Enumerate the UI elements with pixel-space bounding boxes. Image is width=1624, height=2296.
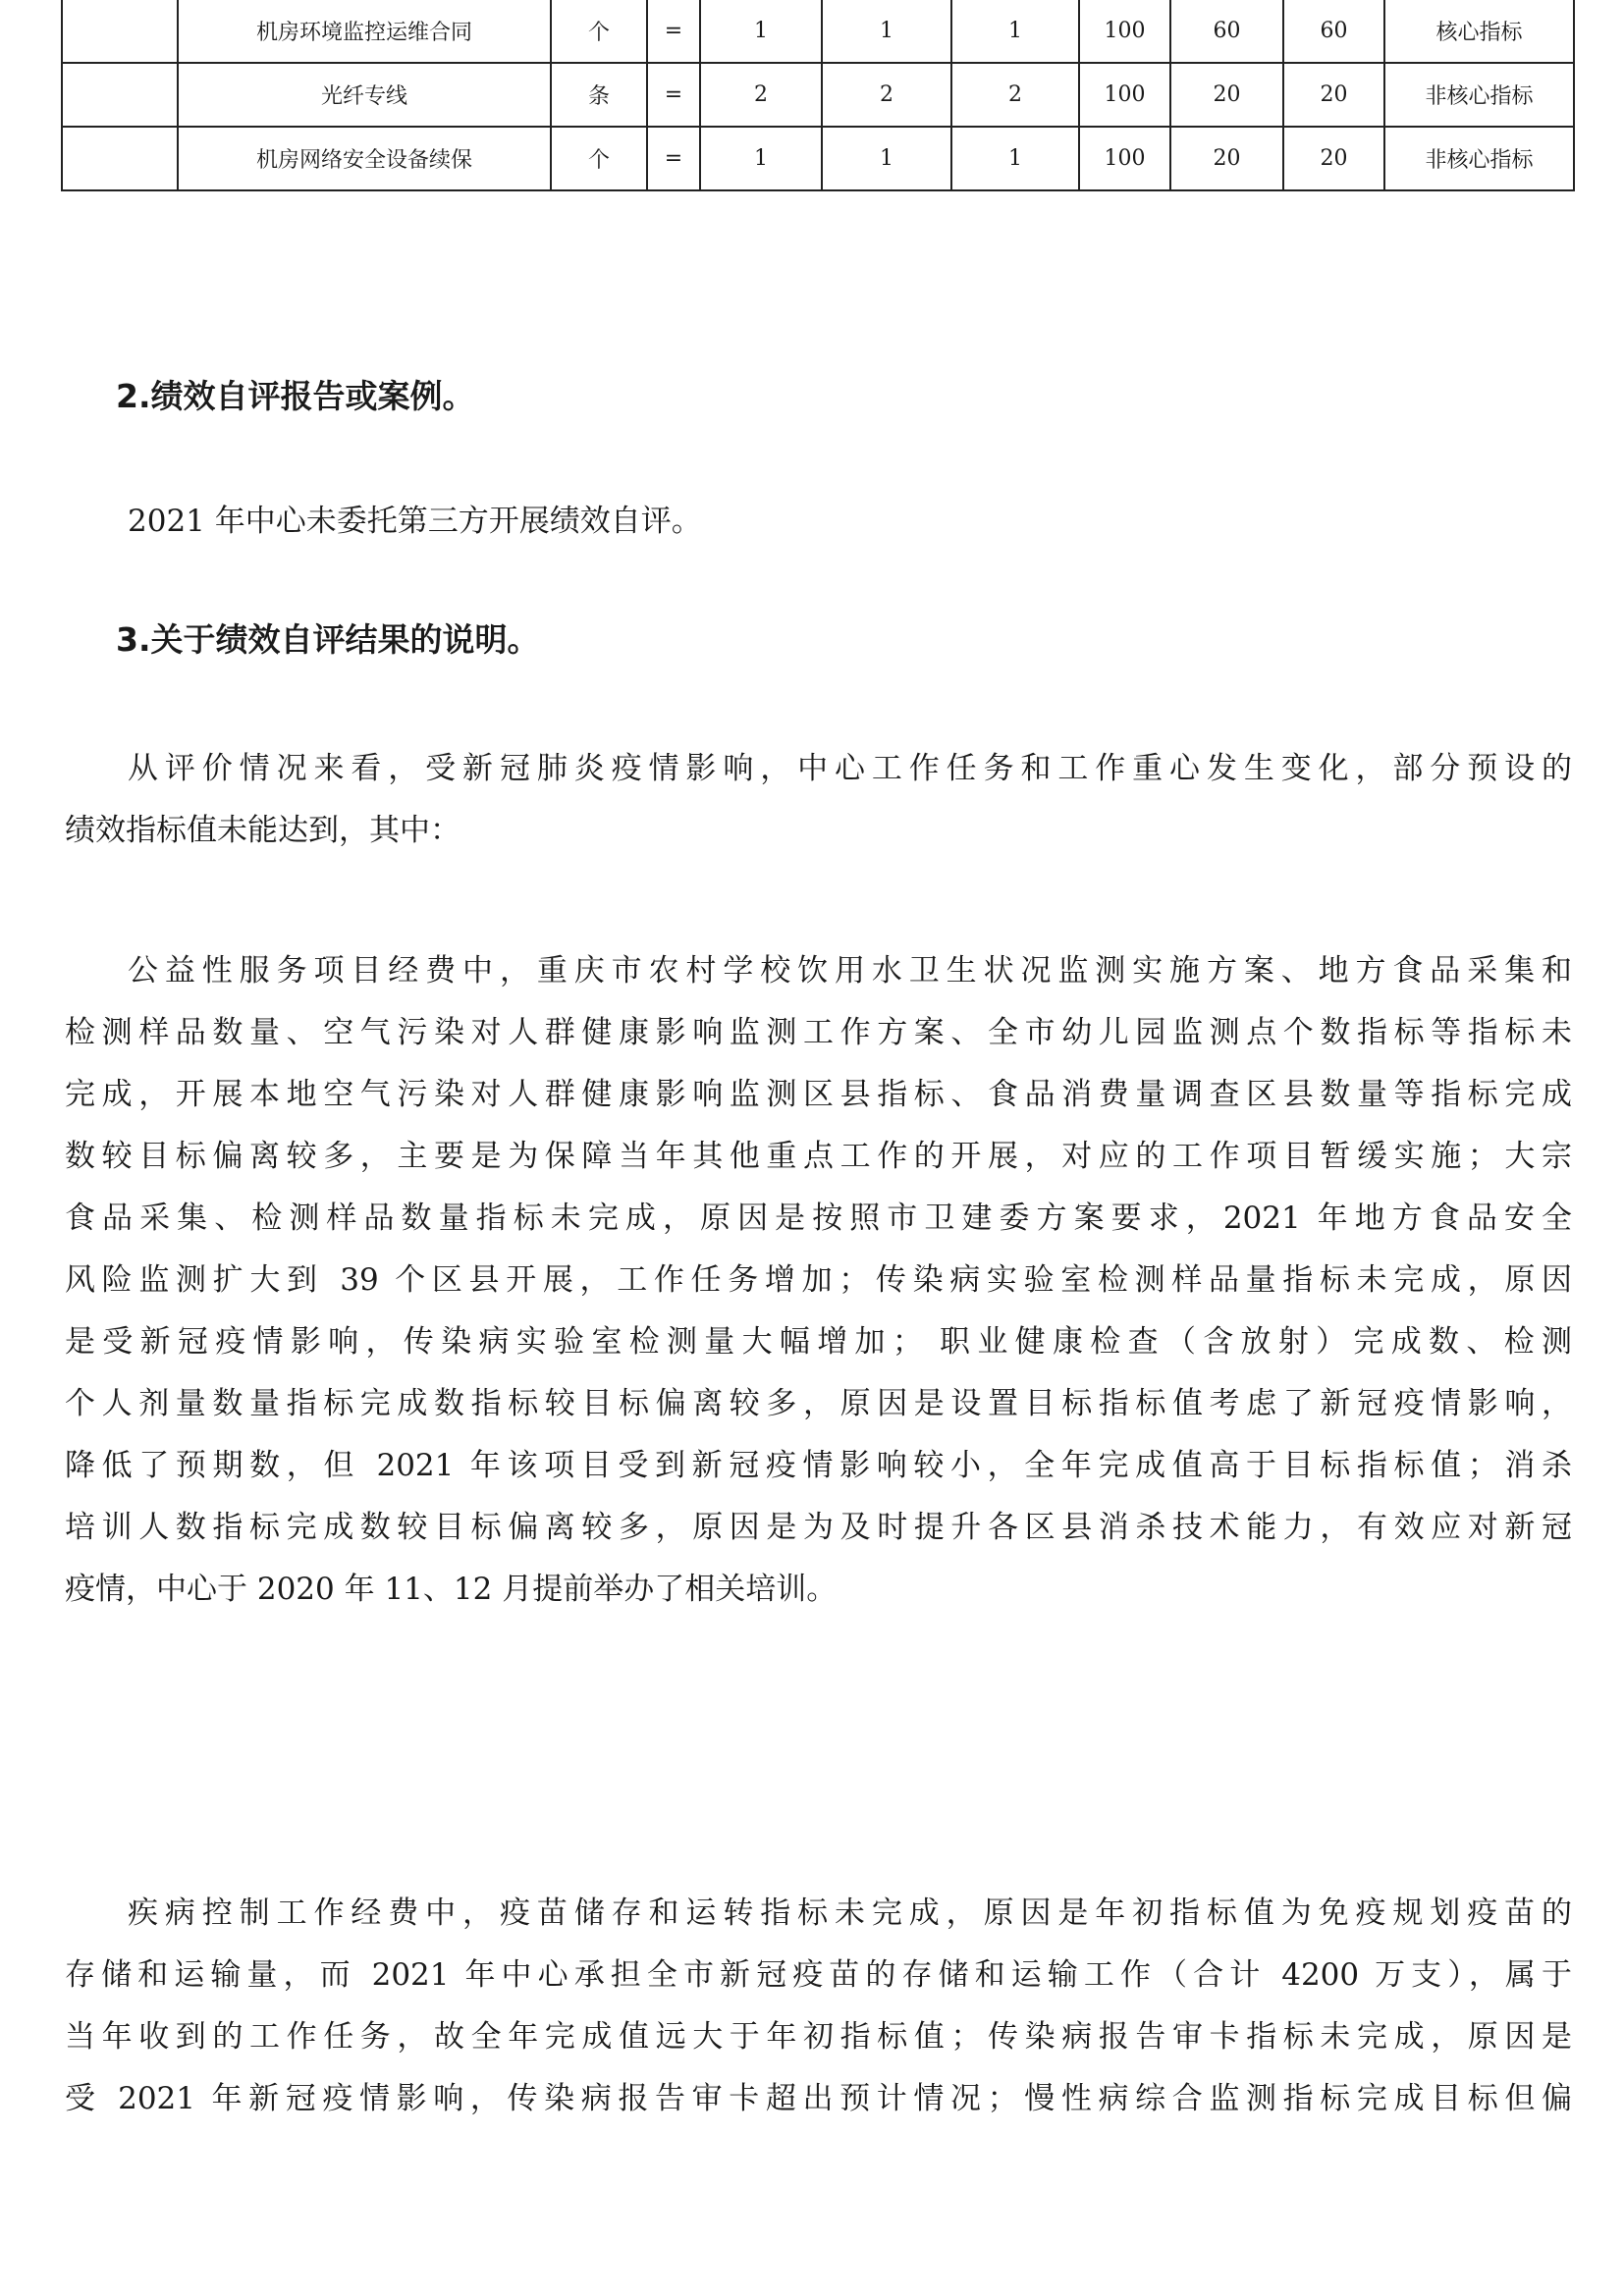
table-cell-operator: = bbox=[647, 63, 700, 127]
paragraph-line: 绩效指标值未能达到，其中： bbox=[65, 813, 460, 848]
table-cell-name: 光纤专线 bbox=[178, 63, 551, 127]
table-cell-value: 1 bbox=[951, 127, 1079, 190]
table-cell-value: 20 bbox=[1283, 127, 1384, 190]
section-2-heading: 2.绩效自评报告或案例。 bbox=[116, 377, 475, 415]
table-cell-value: 1 bbox=[822, 0, 951, 63]
table-cell-type: 核心指标 bbox=[1384, 0, 1574, 63]
table-cell-operator: = bbox=[647, 127, 700, 190]
table-cell-value: 20 bbox=[1283, 63, 1384, 127]
table-cell-name: 机房环境监控运维合同 bbox=[178, 0, 551, 63]
table-cell-value: 1 bbox=[700, 0, 822, 63]
table-cell-value: 2 bbox=[700, 63, 822, 127]
section-3-paragraph-3 bbox=[65, 1883, 1572, 2130]
table-cell-value: 60 bbox=[1170, 0, 1283, 63]
paragraph-line: 风险监测扩大到 39 个区县开展，工作任务增加；传染病实验室检测样品量指标未完成，原因 bbox=[65, 1262, 1572, 1298]
table-cell-type: 非核心指标 bbox=[1384, 63, 1574, 127]
paragraph-line: 公益性服务项目经费中，重庆市农村学校饮用水卫生状况监测实施方案、地方食品采集和 bbox=[128, 953, 1572, 988]
paragraph-line: 从评价情况来看，受新冠肺炎疫情影响，中心工作任务和工作重心发生变化，部分预设的 bbox=[128, 751, 1572, 786]
indicator-table-fragment bbox=[61, 0, 1573, 191]
table-row bbox=[62, 0, 1574, 63]
paragraph-line: 数较目标偏离较多，主要是为保障当年其他重点工作的开展，对应的工作项目暂缓实施；大宗 bbox=[65, 1139, 1572, 1174]
paragraph-line: 当年收到的工作任务，故全年完成值远大于年初指标值；传染病报告审卡指标未完成，原因是 bbox=[65, 2019, 1572, 2055]
paragraph-line: 存储和运输量，而 2021 年中心承担全市新冠疫苗的存储和运输工作（合计 4200 万支），属于 bbox=[65, 1957, 1572, 1993]
paragraph-line: 培训人数指标完成数较目标偏离较多，原因是为及时提升各区县消杀技术能力，有效应对新冠 bbox=[65, 1510, 1572, 1545]
paragraph-line: 疫情，中心于 2020 年 11、12 月提前举办了相关培训。 bbox=[65, 1572, 838, 1607]
table-cell-value: 60 bbox=[1283, 0, 1384, 63]
table-cell-value: 1 bbox=[951, 0, 1079, 63]
table-cell-blank bbox=[62, 127, 178, 190]
table-cell-value: 20 bbox=[1170, 127, 1283, 190]
table-cell-value: 1 bbox=[700, 127, 822, 190]
paragraph-line: 降低了预期数，但 2021 年该项目受到新冠疫情影响较小，全年完成值高于目标指标值；消杀 bbox=[65, 1448, 1572, 1483]
paragraph-line: 受 2021 年新冠疫情影响，传染病报告审卡超出预计情况；慢性病综合监测指标完成目标但偏 bbox=[65, 2081, 1572, 2116]
indicator-table bbox=[61, 0, 1575, 191]
table-cell-blank bbox=[62, 63, 178, 127]
table-cell-value: 100 bbox=[1079, 0, 1170, 63]
section-2-text bbox=[65, 491, 1572, 553]
paragraph-line: 食品采集、检测样品数量指标未完成，原因是按照市卫建委方案要求，2021 年地方食品安全 bbox=[65, 1201, 1572, 1236]
table-cell-type: 非核心指标 bbox=[1384, 127, 1574, 190]
paragraph-line: 个人剂量数量指标完成数指标较目标偏离较多，原因是设置目标指标值考虑了新冠疫情影响， bbox=[65, 1386, 1572, 1421]
table-row bbox=[62, 63, 1574, 127]
table-cell-operator: = bbox=[647, 0, 700, 63]
table-cell-value: 1 bbox=[822, 127, 951, 190]
table-cell-value: 100 bbox=[1079, 127, 1170, 190]
table-body bbox=[62, 0, 1574, 190]
table-cell-unit: 条 bbox=[551, 63, 647, 127]
paragraph-line: 是受新冠疫情影响，传染病实验室检测量大幅增加； 职业健康检查（含放射）完成数、检测 bbox=[65, 1324, 1572, 1360]
table-cell-value: 100 bbox=[1079, 63, 1170, 127]
paragraph-line: 检测样品数量、空气污染对人群健康影响监测工作方案、全市幼儿园监测点个数指标等指标未 bbox=[65, 1015, 1572, 1050]
table-cell-unit: 个 bbox=[551, 127, 647, 190]
table-cell-value: 20 bbox=[1170, 63, 1283, 127]
section-3-paragraph-2 bbox=[65, 940, 1572, 1621]
table-row bbox=[62, 127, 1574, 190]
section-3-heading: 3.关于绩效自评结果的说明。 bbox=[116, 620, 540, 659]
section-3-paragraph-1 bbox=[65, 738, 1572, 862]
table-cell-name: 机房网络安全设备续保 bbox=[178, 127, 551, 190]
table-cell-blank bbox=[62, 0, 178, 63]
table-cell-value: 2 bbox=[822, 63, 951, 127]
table-cell-unit: 个 bbox=[551, 0, 647, 63]
table-cell-value: 2 bbox=[951, 63, 1079, 127]
paragraph-line: 完成，开展本地空气污染对人群健康影响监测区县指标、食品消费量调查区县数量等指标完成 bbox=[65, 1077, 1572, 1112]
paragraph-line: 2021 年中心未委托第三方开展绩效自评。 bbox=[128, 504, 702, 539]
paragraph-line: 疾病控制工作经费中，疫苗储存和运转指标未完成，原因是年初指标值为免疫规划疫苗的 bbox=[128, 1896, 1572, 1931]
